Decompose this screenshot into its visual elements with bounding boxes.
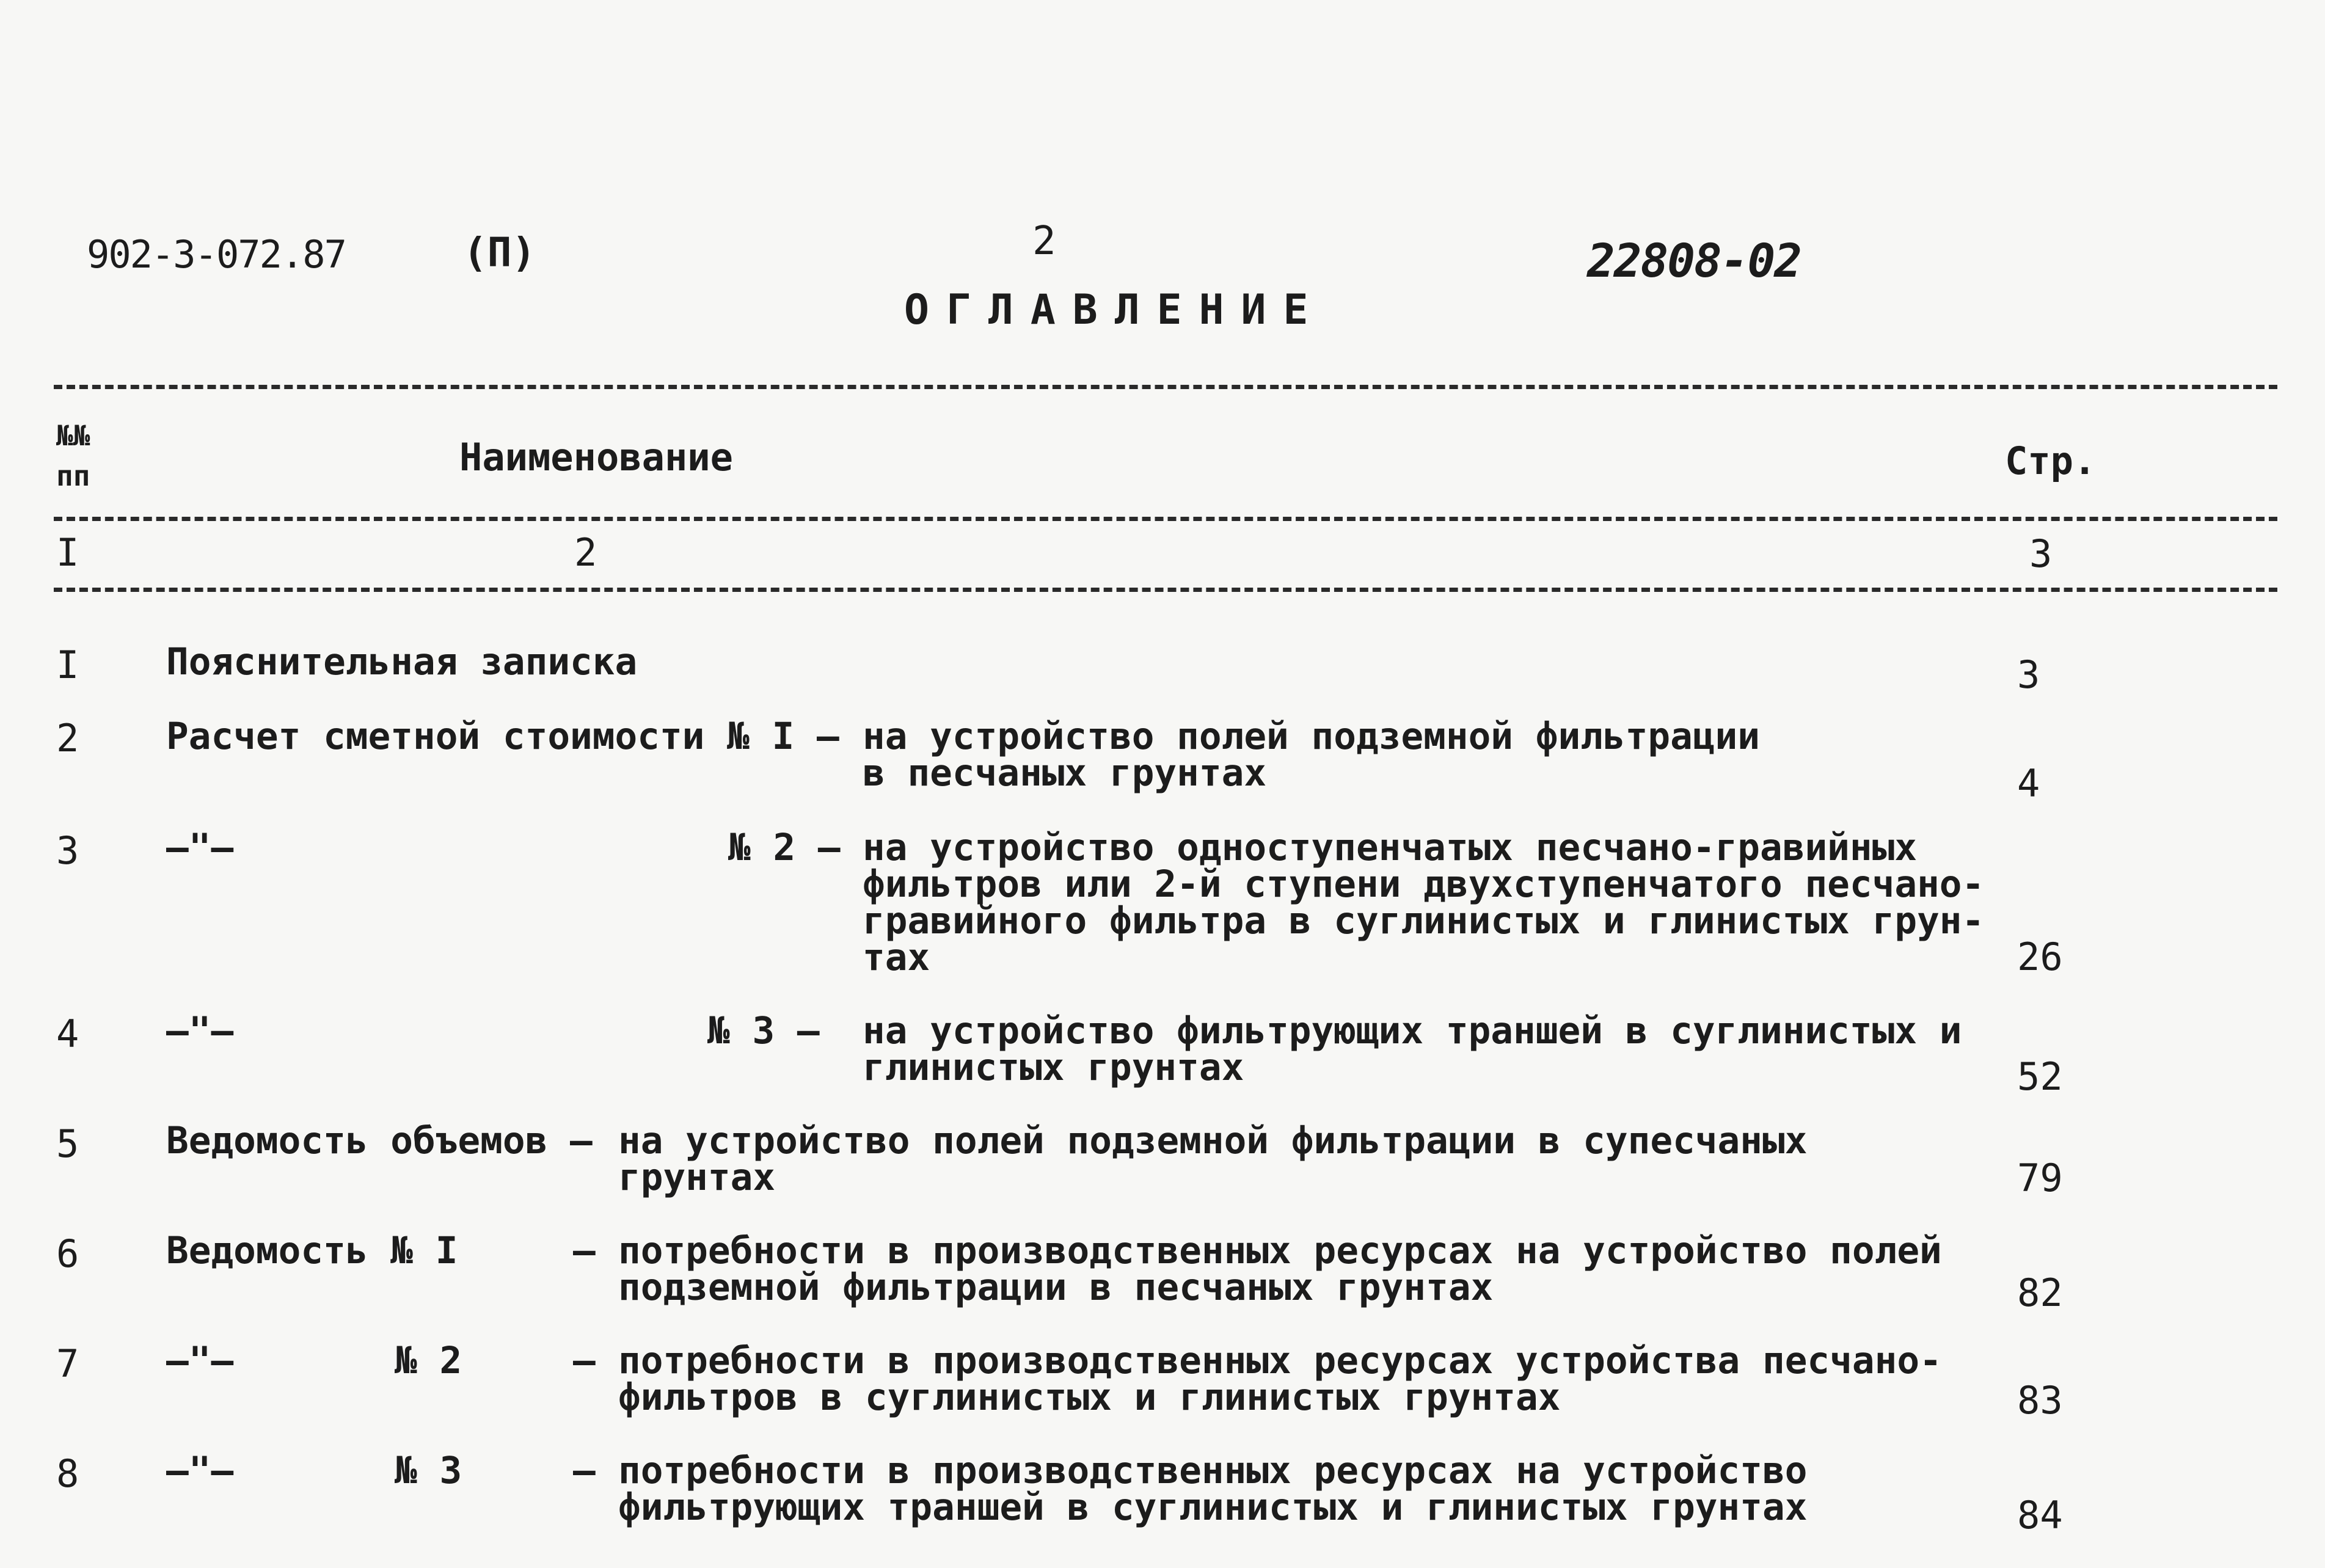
- col-number-header-line2: пп: [56, 459, 90, 492]
- row-desc-line2: глинистых грунтах: [863, 1046, 1244, 1089]
- row-number: 8: [56, 1451, 79, 1496]
- row-desc-line2: в песчаных грунтах: [863, 751, 1267, 795]
- row-ditto: –"–: [166, 1449, 234, 1492]
- row-number: 5: [56, 1121, 79, 1166]
- row-page: 82: [2017, 1271, 2063, 1315]
- row-statement-no: № 3: [395, 1449, 462, 1492]
- col-index-1: I: [56, 530, 79, 575]
- row-estimate-no: № 3 –: [707, 1009, 820, 1052]
- col-index-2: 2: [574, 530, 597, 575]
- row-desc-line2: фильтров в суглинистых и глинистых грунтах: [618, 1376, 1561, 1419]
- row-page: 3: [2017, 652, 2040, 697]
- row-page: 83: [2017, 1378, 2063, 1423]
- row-desc-line1: на устройство одноступенчатых песчано-гравийных: [863, 826, 1918, 869]
- row-dash: –: [573, 1339, 596, 1382]
- divider-index: [54, 588, 2277, 592]
- col-page-header: Стр.: [2005, 439, 2097, 483]
- row-statement-no: № 2: [395, 1339, 462, 1382]
- row-number: I: [56, 643, 79, 687]
- row-number: 7: [56, 1341, 79, 1386]
- row-desc-line3: гравийного фильтра в суглинистых и глинистых грун-: [863, 899, 1985, 943]
- row-number: 6: [56, 1231, 79, 1276]
- row-title: Расчет сметной стоимости № I –: [166, 715, 839, 758]
- row-desc-line2: грунтах: [618, 1156, 776, 1199]
- row-desc-line2: фильтрующих траншей в суглинистых и глинистых грунтах: [618, 1486, 1808, 1529]
- sheet-type: (П): [463, 229, 536, 276]
- col-index-3: 3: [2029, 531, 2053, 576]
- page-number: 2: [1032, 219, 1056, 264]
- row-page: 52: [2017, 1054, 2063, 1099]
- divider-header: [54, 517, 2277, 521]
- page-title: ОГЛАВЛЕНИЕ: [904, 286, 1326, 334]
- row-desc-line1: на устройство полей подземной фильтрации в супесчаных: [618, 1119, 1808, 1162]
- row-number: 3: [56, 828, 79, 873]
- document-number: 22808-02: [1587, 233, 1801, 288]
- row-title: Пояснительная записка: [166, 640, 638, 684]
- row-page: 26: [2017, 935, 2063, 979]
- row-page: 79: [2017, 1156, 2063, 1200]
- row-estimate-no: № 2 –: [728, 826, 841, 869]
- row-title: Ведомость № I: [166, 1229, 458, 1272]
- row-ditto: –"–: [166, 1339, 234, 1382]
- row-desc-line4: тах: [863, 936, 930, 979]
- row-desc-line1: потребности в производственных ресурсах устройства песчано-: [618, 1339, 1942, 1382]
- row-page: 4: [2017, 761, 2040, 806]
- col-name-header: Наименование: [459, 435, 733, 480]
- row-ditto: –"–: [166, 826, 234, 869]
- row-title: Ведомость объемов –: [166, 1119, 593, 1162]
- row-ditto: –"–: [166, 1009, 234, 1052]
- row-number: 2: [56, 716, 79, 760]
- row-desc-line2: фильтров или 2-й ступени двухступенчатого песчано-: [863, 862, 1985, 906]
- col-number-header-line1: №№: [56, 419, 90, 452]
- row-desc-line2: подземной фильтрации в песчаных грунтах: [618, 1266, 1494, 1309]
- row-page: 84: [2017, 1493, 2063, 1537]
- row-desc-line1: на устройство фильтрующих траншей в суглинистых и: [863, 1009, 1962, 1052]
- row-number: 4: [56, 1012, 79, 1056]
- divider-top: [54, 385, 2277, 389]
- row-desc-line1: потребности в производственных ресурсах на устройство: [618, 1449, 1808, 1492]
- row-desc-line1: потребности в производственных ресурсах на устройство полей: [618, 1229, 1942, 1272]
- row-dash: –: [573, 1449, 596, 1492]
- row-dash: –: [573, 1229, 596, 1272]
- row-desc-line1: на устройство полей подземной фильтрации: [863, 715, 1761, 758]
- document-code: 902-3-072.87: [87, 232, 346, 277]
